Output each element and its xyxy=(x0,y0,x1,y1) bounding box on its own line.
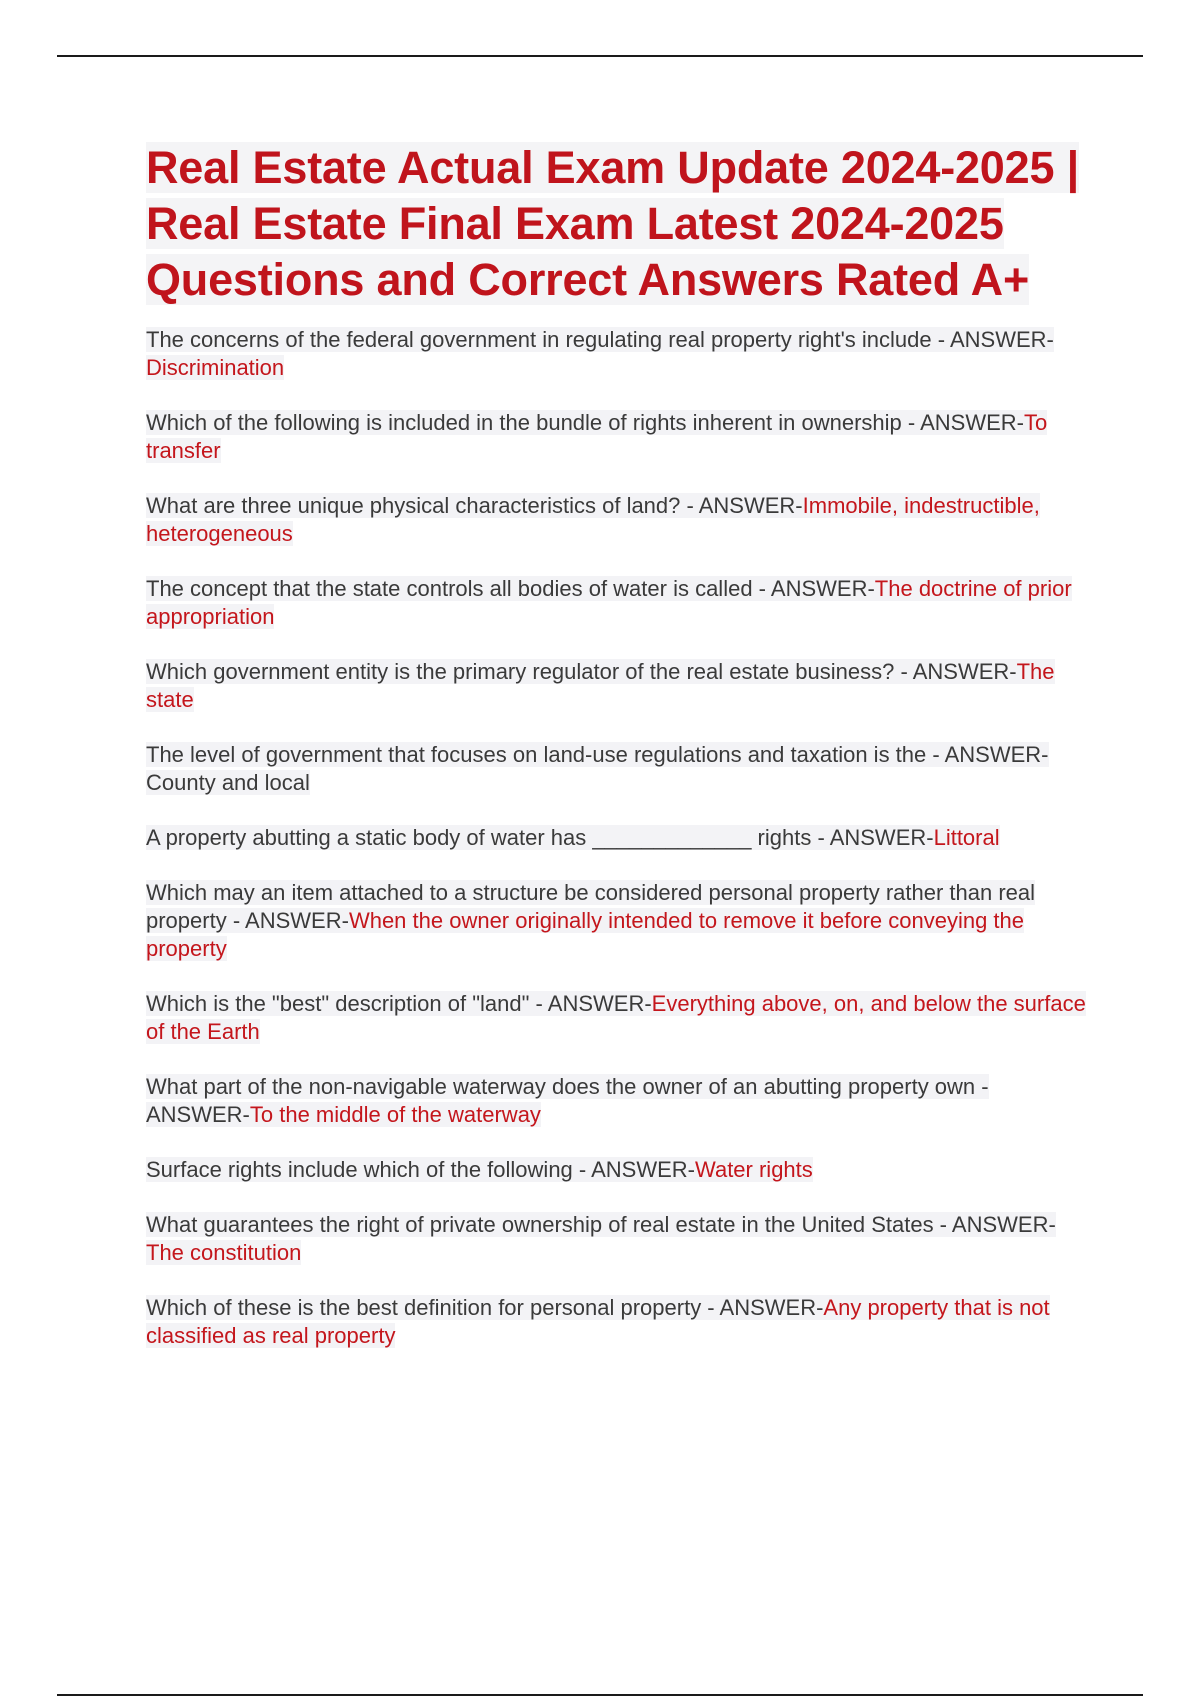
qa-item xyxy=(146,658,1086,714)
question-text: What guarantees the right of private ownership of real estate in the United States - xyxy=(146,1212,952,1237)
answer-text: Everything above, on, and below the surface of the Earth xyxy=(146,991,1086,1044)
answer-prefix: ANSWER- xyxy=(949,327,1054,352)
answer-prefix: ANSWER- xyxy=(698,493,803,518)
answer-prefix: ANSWER- xyxy=(719,1295,824,1320)
question-text: Which of the following is included in the bundle of rights inherent in ownership - xyxy=(146,410,921,435)
answer-text: The doctrine of prior appropriation xyxy=(146,576,1072,629)
qa-list xyxy=(146,326,1086,1350)
answer-text: County and local xyxy=(146,770,310,795)
answer-text: The state xyxy=(146,659,1055,712)
question-text: Which government entity is the primary regulator of the real estate business? - xyxy=(146,659,913,684)
answer-text: Littoral xyxy=(933,825,1000,850)
answer-text: To the middle of the waterway xyxy=(249,1102,541,1127)
qa-item xyxy=(146,879,1086,963)
answer-text: Any property that is not classified as real property xyxy=(146,1295,1050,1348)
answer-prefix: ANSWER- xyxy=(146,1102,250,1127)
answer-prefix: ANSWER- xyxy=(245,908,349,933)
qa-item xyxy=(146,990,1086,1046)
answer-text: The constitution xyxy=(146,1240,302,1265)
qa-item xyxy=(146,1073,1086,1129)
question-text: The concept that the state controls all bodies of water is called - xyxy=(146,576,771,601)
question-text: What part of the non-navigable waterway does the owner of an abutting property own - xyxy=(146,1074,989,1099)
question-text: A property abutting a static body of water has _____________ rights - xyxy=(146,825,830,850)
answer-prefix: ANSWER- xyxy=(829,825,934,850)
answer-text: To transfer xyxy=(146,410,1048,463)
qa-item xyxy=(146,492,1086,548)
document-title xyxy=(146,140,1086,308)
bottom-divider xyxy=(57,1694,1143,1696)
answer-text: Immobile, indestructible, heterogeneous xyxy=(146,493,1040,546)
answer-prefix: ANSWER- xyxy=(770,576,875,601)
question-text: The concerns of the federal government in regulating real property right's include - xyxy=(146,327,950,352)
answer-text: When the owner originally intended to remove it before conveying the property xyxy=(146,908,1024,961)
question-text: The level of government that focuses on land-use regulations and taxation is the - xyxy=(146,742,945,767)
qa-item xyxy=(146,326,1086,382)
question-text: Which is the "best" description of "land" - xyxy=(146,991,548,1016)
qa-item xyxy=(146,1294,1086,1350)
question-text: Surface rights include which of the following - xyxy=(146,1157,592,1182)
question-text: Which may an item attached to a structure be considered personal property rather than real property - xyxy=(146,880,1036,933)
document-title-text: Real Estate Actual Exam Update 2024-2025 | Real Estate Final Exam Latest 2024-2025 Questions and Correct Answers Rated A+ xyxy=(146,142,1079,305)
qa-item xyxy=(146,741,1086,797)
question-text: What are three unique physical characteristics of land? - xyxy=(146,493,699,518)
qa-item xyxy=(146,409,1086,465)
answer-prefix: ANSWER- xyxy=(944,742,1049,767)
answer-text: Discrimination xyxy=(146,355,285,380)
qa-item xyxy=(146,575,1086,631)
answer-prefix: ANSWER- xyxy=(591,1157,696,1182)
answer-prefix: ANSWER- xyxy=(920,410,1025,435)
question-text: Which of these is the best definition for personal property - xyxy=(146,1295,720,1320)
answer-prefix: ANSWER- xyxy=(951,1212,1056,1237)
qa-item xyxy=(146,1211,1086,1267)
answer-text: Water rights xyxy=(695,1157,813,1182)
qa-item xyxy=(146,1156,1086,1184)
answer-prefix: ANSWER- xyxy=(547,991,652,1016)
top-divider xyxy=(57,55,1143,57)
qa-item xyxy=(146,824,1086,852)
answer-prefix: ANSWER- xyxy=(912,659,1017,684)
document-body xyxy=(146,140,1086,1377)
